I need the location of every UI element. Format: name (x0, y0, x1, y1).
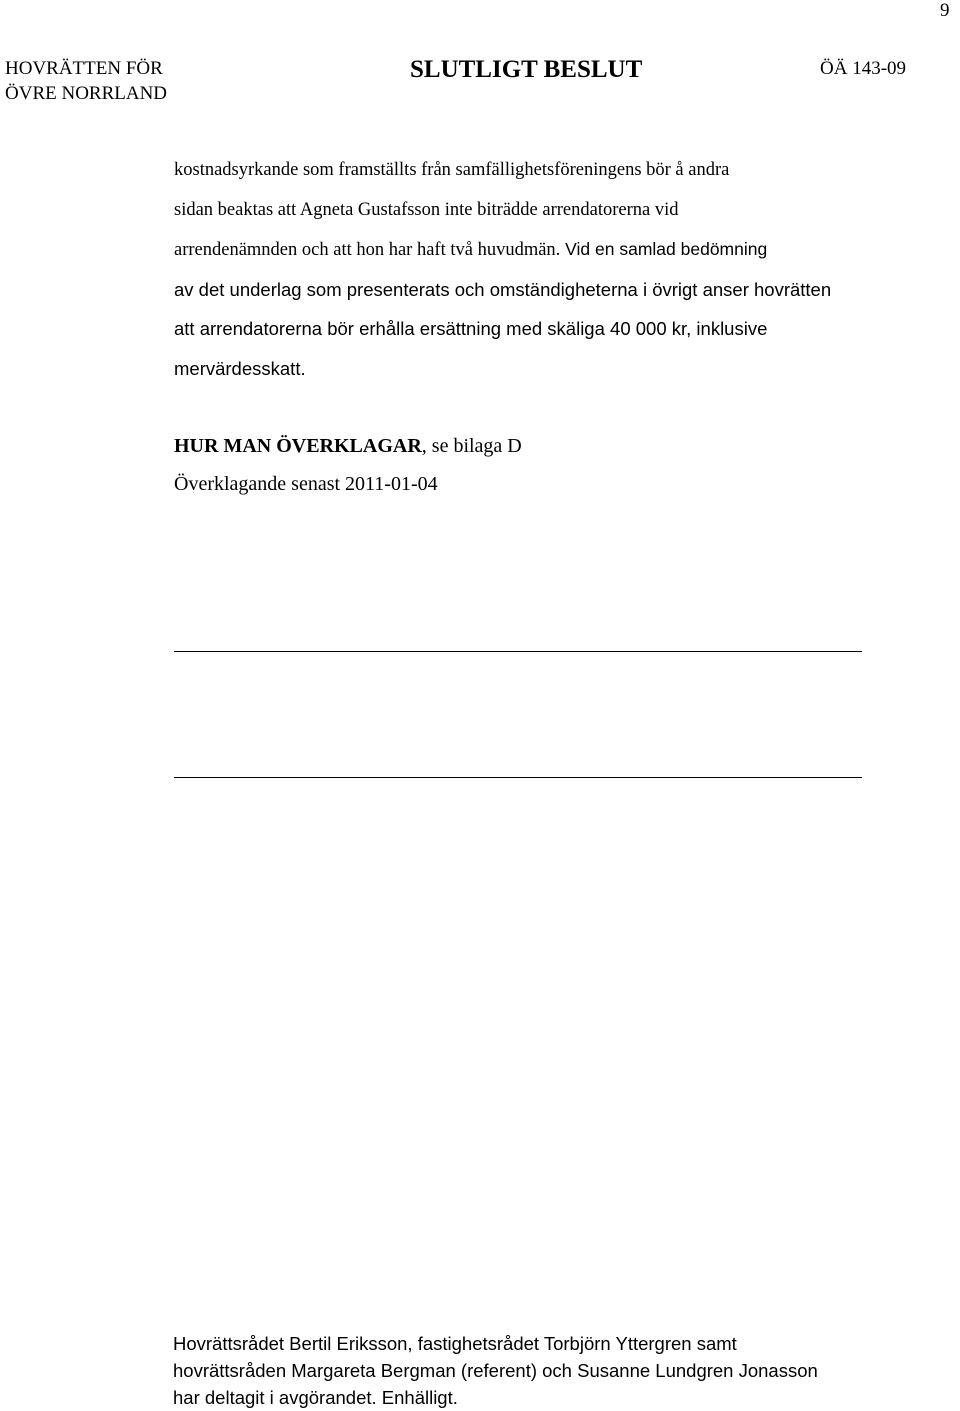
paragraph-line: av det underlag som presenterats och omständigheterna i övrigt anser hovrätten (174, 278, 832, 300)
participants-line: Hovrättsrådet Bertil Eriksson, fastighetsrådet Torbjörn Yttergren samt (173, 1333, 737, 1354)
page-number: 9 (940, 0, 950, 21)
appeal-reference: , se bilaga D (421, 435, 522, 457)
court-name-line: ÖVRE NORRLAND (5, 83, 168, 104)
document-title: SLUTLIGT BESLUT (410, 56, 643, 83)
participants-note (173, 1330, 818, 1411)
paragraph-line (174, 230, 904, 270)
court-name-line: HOVRÄTTEN FÖR (5, 58, 163, 79)
court-name (5, 56, 167, 106)
paragraph-text-segment: Vid en samlad bedömning (560, 239, 768, 259)
paragraph-line: att arrendatorerna bör erhålla ersättning med skäliga 40 000 kr, inklusive (174, 318, 768, 339)
appeal-deadline: Överklagande senast 2011-01-04 (174, 473, 438, 495)
participants-line: hovrättsråden Margareta Bergman (referent) och Susanne Lundgren Jonasson (173, 1360, 818, 1381)
appeal-heading: HUR MAN ÖVERKLAGAR (174, 435, 422, 457)
paragraph-line: kostnadsyrkande som framställts från samfällighetsföreningens bör å andra (174, 160, 730, 180)
signature-line (174, 777, 862, 778)
appeal-heading-line (174, 430, 522, 462)
paragraph-text-segment: arrendenämnden och att hon har haft två huvudmän. (174, 240, 561, 260)
body-paragraph (174, 151, 904, 388)
participants-line: har deltagit i avgörandet. Enhälligt. (173, 1387, 458, 1408)
paragraph-line: mervärdesskatt. (174, 357, 306, 379)
signature-line (174, 651, 862, 652)
case-number: ÖÄ 143-09 (820, 58, 907, 79)
paragraph-line: sidan beaktas att Agneta Gustafsson inte biträdde arrendatorerna vid (174, 199, 679, 220)
appeal-section (174, 430, 522, 500)
